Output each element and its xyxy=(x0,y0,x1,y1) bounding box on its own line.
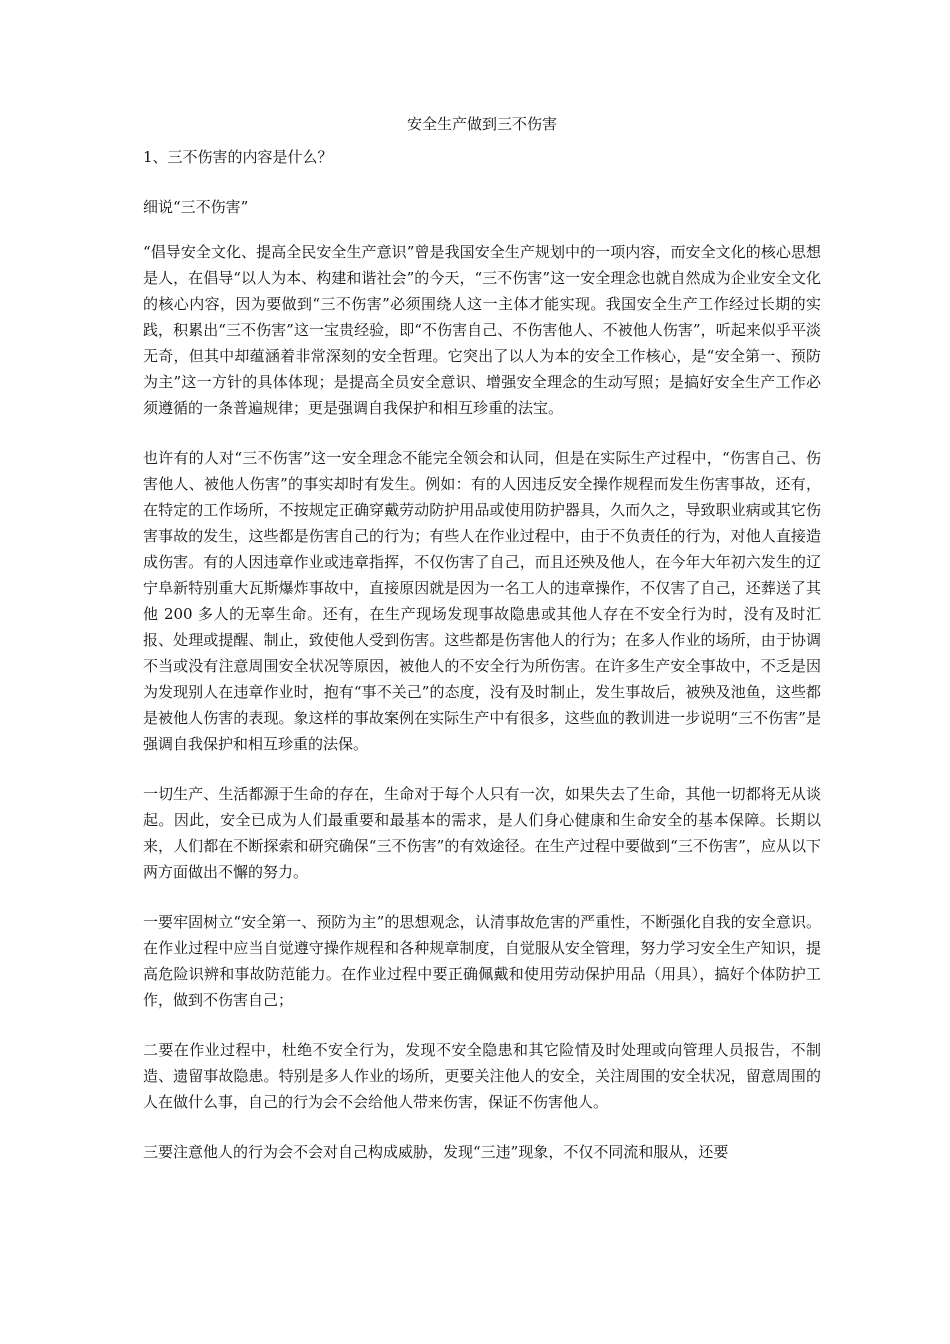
paragraph-point-two: 二要在作业过程中，杜绝不安全行为，发现不安全隐患和其它险情及时处理或向管理人员报告，不制造、遗留事故隐患。特别是多人作业的场所，更要关注他人的安全，关注周围的安全状况，留意周围的人在做什么事，自己的行为会不会给他人带来伤害，保证不伤害他人。 xyxy=(143,1041,821,1111)
paragraph-cases: 也许有的人对“三不伤害”这一安全理念不能完全领会和认同，但是在实际生产过程中，“伤害自己、伤害他人、被他人伤害”的事实却时有发生。例如：有的人因违反安全操作规程而发生伤害事故，还有，在特定的工作场所，不按规定正确穿戴劳动防护用品或使用防护器具，久而久之，导致职业病或其它伤害事故的发生，这些都是伤害自己的行为；有些人在作业过程中，由于不负责任的行为，对他人直接造成伤害。有的人因违章作业或违章指挥，不仅伤害了自己，而且还殃及他人，在今年大年初六发生的辽宁阜新特别重大瓦斯爆炸事故中，直接原因就是因为一名工人的违章操作，不仅害了自己，还葬送了其他 200 多人的无辜生命。还有，在生产现场发现事故隐患或其他人存在不安全行为时，没有及时汇报、处理或提醒、制止，致使他人受到伤害。这些都是伤害他人的行为；在多人作业的场所，由于协调不当或没有注意周围安全状况等原因，被他人的不安全行为所伤害。在许多生产安全事故中，不乏是因为发现别人在违章作业时，抱有“事不关己”的态度，没有及时制止，发生事故后，被殃及池鱼，这些都是被他人伤害的表现。象这样的事故案例在实际生产中有很多，这些血的教训进一步说明“三不伤害”是强调自我保护和相互珍重的法保。 xyxy=(143,449,821,753)
document-title: 安全生产做到三不伤害 xyxy=(406,115,557,133)
section-heading: 细说“三不伤害” xyxy=(143,198,249,216)
paragraph-point-three: 三要注意他人的行为会不会对自己构成威胁，发现“三违”现象，不仅不同流和服从，还要 xyxy=(143,1143,729,1161)
question-heading: 1、三不伤害的内容是什么？ xyxy=(143,148,333,166)
document-body xyxy=(143,114,821,1165)
paragraph-life: 一切生产、生活都源于生命的存在，生命对于每个人只有一次，如果失去了生命，其他一切都将无从谈起。因此，安全已成为人们最重要和最基本的需求，是人们身心健康和生命安全的基本保障。长期以来，人们都在不断探索和研究确保“三不伤害”的有效途径。在生产过程中要做到“三不伤害”，应从以下两方面做出不懈的努力。 xyxy=(143,785,821,881)
paragraph-intro: “倡导安全文化、提高全民安全生产意识”曾是我国安全生产规划中的一项内容，而安全文化的核心思想是人，在倡导“以人为本、构建和谐社会”的今天，“三不伤害”这一安全理念也就自然成为企业安全文化的核心内容，因为要做到“三不伤害”必须围绕人这一主体才能实现。我国安全生产工作经过长期的实践，积累出“三不伤害”这一宝贵经验，即“不伤害自己、不伤害他人、不被他人伤害”，听起来似乎平淡无奇，但其中却蕴涵着非常深刻的安全哲理。它突出了以人为本的安全工作核心，是“安全第一、预防为主”这一方针的具体体现；是提高全员安全意识、增强安全理念的生动写照；是搞好安全生产工作必须遵循的一条普遍规律；更是强调自我保护和相互珍重的法宝。 xyxy=(143,243,821,417)
paragraph-point-one: 一要牢固树立“安全第一、预防为主”的思想观念，认清事故危害的严重性，不断强化自我的安全意识。在作业过程中应当自觉遵守操作规程和各种规章制度，自觉服从安全管理，努力学习安全生产知识，提高危险识辨和事故防范能力。在作业过程中要正确佩戴和使用劳动保护用品（用具），搞好个体防护工作，做到不伤害自己； xyxy=(143,913,821,1009)
